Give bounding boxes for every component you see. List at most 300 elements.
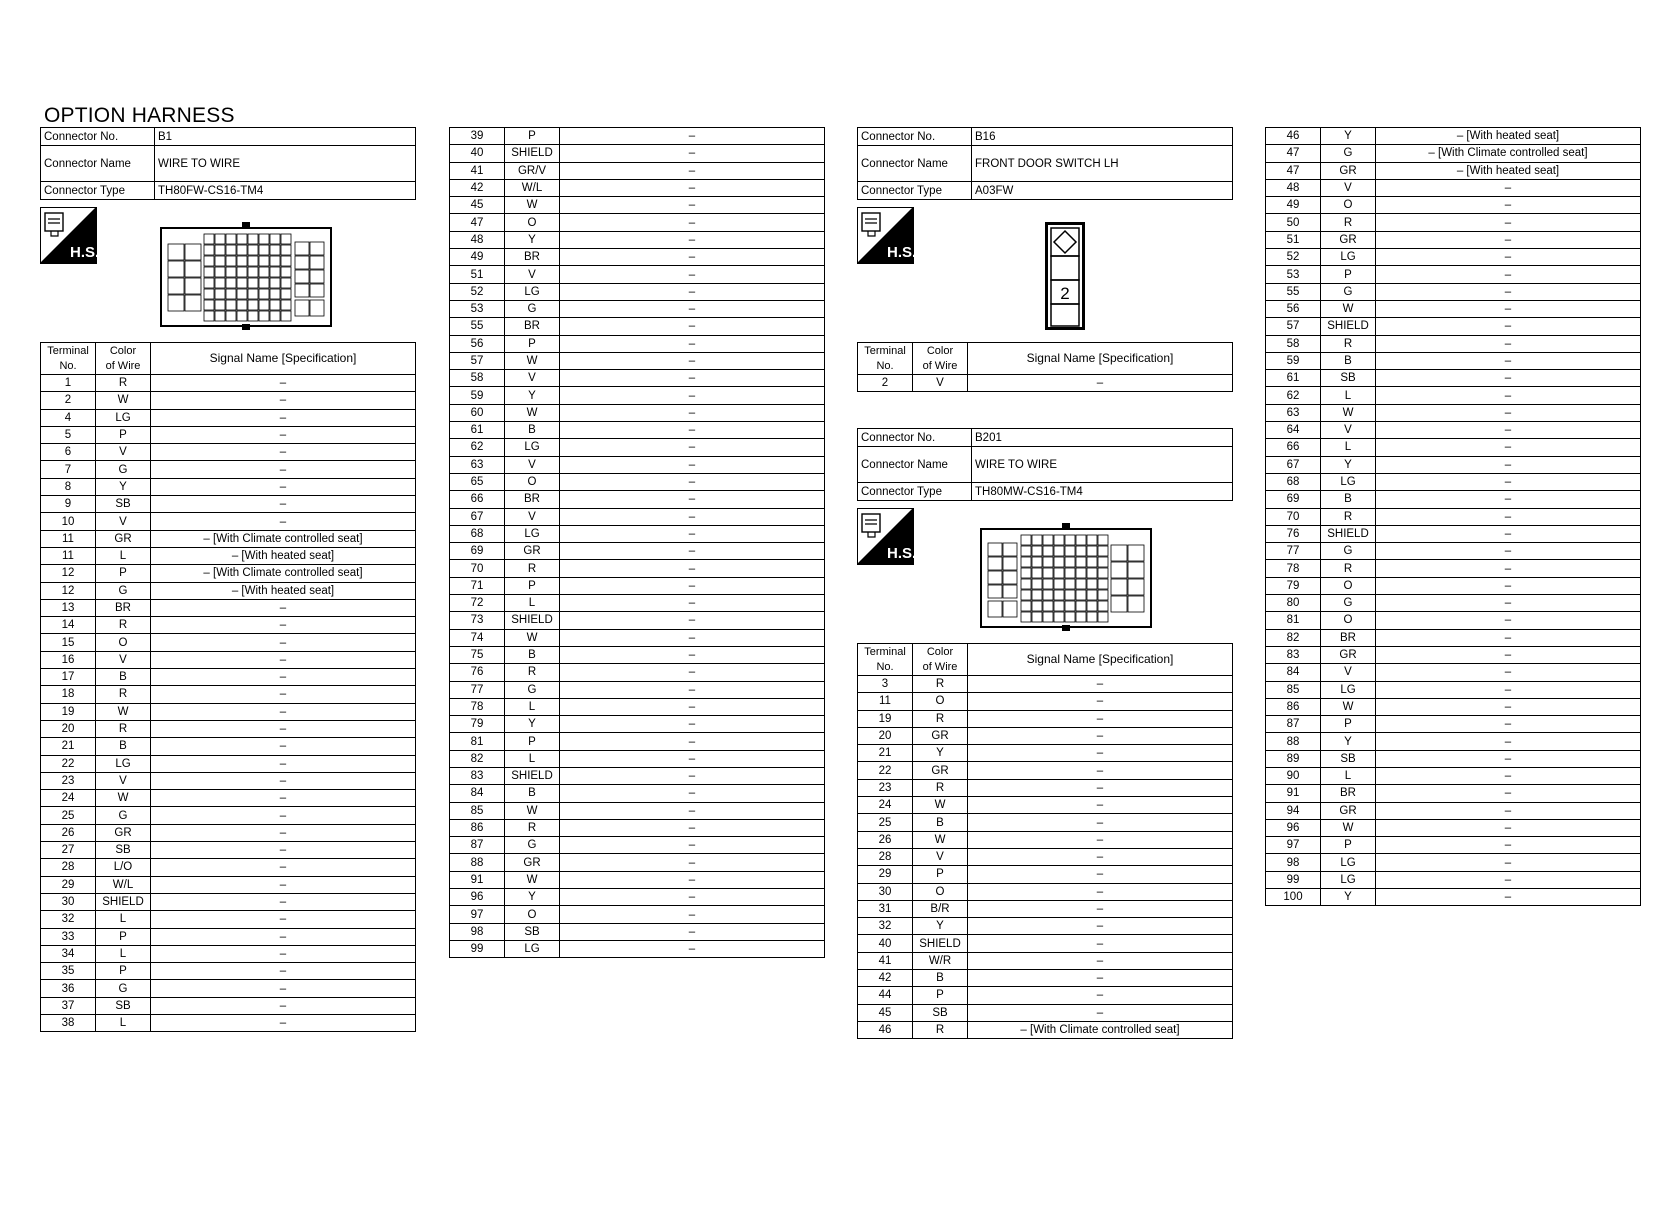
wire-color-cell: R	[96, 375, 151, 392]
wire-color-cell: W	[1321, 698, 1376, 715]
signal-name-cell: –	[151, 911, 416, 928]
wire-color-cell: V	[1321, 179, 1376, 196]
signal-name-cell: –	[151, 842, 416, 859]
wire-color-cell: P	[505, 577, 560, 594]
wire-color-cell: P	[1321, 837, 1376, 854]
table-row	[41, 963, 416, 980]
terminal-no-cell: 62	[1266, 387, 1321, 404]
signal-name-cell: –	[1376, 370, 1641, 387]
signal-name-cell: –	[968, 693, 1233, 710]
signal-name-cell: –	[968, 375, 1233, 392]
signal-name-cell: –	[560, 404, 825, 421]
connector-b201-info	[857, 428, 1233, 501]
wire-color-cell: BR	[1321, 629, 1376, 646]
wire-color-cell: O	[913, 693, 968, 710]
connector-b1-face-diagram	[160, 222, 332, 335]
table-row	[450, 456, 825, 473]
wire-color-cell: P	[505, 733, 560, 750]
terminal-no-cell: 79	[450, 716, 505, 733]
wire-color-cell: O	[96, 634, 151, 651]
terminal-no-cell: 12	[41, 582, 96, 599]
table-row	[858, 970, 1233, 987]
connector-b16-terminal-table	[857, 342, 1233, 392]
terminal-no-cell: 36	[41, 980, 96, 997]
connector-b1-panel	[40, 127, 416, 200]
table-row	[41, 513, 416, 530]
wire-color-cell: GR	[1321, 231, 1376, 248]
table-row	[1266, 283, 1641, 300]
signal-name-cell: –	[968, 814, 1233, 831]
signal-name-cell: – [With Climate controlled seat]	[151, 565, 416, 582]
table-row	[1266, 439, 1641, 456]
svg-text:H.S.: H.S.	[887, 244, 914, 261]
terminal-no-cell: 96	[1266, 819, 1321, 836]
terminal-no-cell: 11	[41, 547, 96, 564]
svg-text:H.S.: H.S.	[70, 244, 97, 261]
terminal-no-cell: 62	[450, 439, 505, 456]
terminal-no-cell: 27	[41, 842, 96, 859]
wire-color-cell: W	[913, 797, 968, 814]
table-row	[41, 582, 416, 599]
table-row	[41, 876, 416, 893]
terminal-no-cell: 23	[858, 779, 913, 796]
connector-name-value: WIRE TO WIRE	[972, 447, 1233, 483]
table-row	[1266, 854, 1641, 871]
table-row	[450, 785, 825, 802]
terminal-no-cell: 25	[858, 814, 913, 831]
connector-b16-terminal-table-wrap	[857, 342, 1233, 392]
wire-color-cell: W	[1321, 404, 1376, 421]
table-row	[1266, 612, 1641, 629]
table-row	[858, 676, 1233, 693]
table-row	[41, 547, 416, 564]
signal-name-cell: –	[1376, 335, 1641, 352]
table-row	[858, 900, 1233, 917]
terminal-no-cell: 91	[450, 871, 505, 888]
wire-color-cell: W	[96, 703, 151, 720]
signal-name-cell: –	[968, 1004, 1233, 1021]
table-row	[1266, 422, 1641, 439]
table-row	[450, 145, 825, 162]
signal-name-cell: –	[1376, 404, 1641, 421]
terminal-no-cell: 18	[41, 686, 96, 703]
connector-type-value: TH80MW-CS16-TM4	[972, 483, 1233, 501]
signal-name-cell: –	[560, 906, 825, 923]
wire-color-cell: P	[913, 866, 968, 883]
terminal-no-cell: 98	[450, 923, 505, 940]
signal-name-header: Signal Name [Specification]	[151, 343, 416, 375]
table-row	[41, 945, 416, 962]
signal-name-cell: –	[1376, 698, 1641, 715]
terminal-no-cell: 26	[41, 824, 96, 841]
connector-b201-terminal-table-a-wrap	[857, 643, 1233, 1039]
signal-name-cell: –	[1376, 750, 1641, 767]
wire-color-cell: B	[1321, 352, 1376, 369]
table-row	[1266, 802, 1641, 819]
signal-name-cell: –	[560, 785, 825, 802]
terminal-no-cell: 59	[450, 387, 505, 404]
table-row	[450, 231, 825, 248]
table-row	[450, 283, 825, 300]
wire-color-cell: R	[1321, 335, 1376, 352]
terminal-no-cell: 77	[450, 681, 505, 698]
terminal-no-cell: 24	[41, 790, 96, 807]
wire-color-cell: LG	[1321, 871, 1376, 888]
terminal-no-cell: 86	[1266, 698, 1321, 715]
signal-name-cell: –	[151, 686, 416, 703]
connector-b1-info	[40, 127, 416, 200]
wire-color-cell: W	[913, 831, 968, 848]
terminal-no-cell: 61	[1266, 370, 1321, 387]
wire-color-cell: V	[96, 444, 151, 461]
signal-name-cell: –	[1376, 854, 1641, 871]
wire-color-cell: G	[505, 300, 560, 317]
table-row	[1266, 698, 1641, 715]
signal-name-cell: –	[560, 300, 825, 317]
connector-b201-panel	[857, 428, 1233, 501]
terminal-no-cell: 52	[450, 283, 505, 300]
signal-name-cell: –	[1376, 197, 1641, 214]
signal-name-cell: –	[968, 900, 1233, 917]
table-row	[450, 906, 825, 923]
table-row	[1266, 508, 1641, 525]
table-row	[41, 1014, 416, 1031]
wire-color-cell: B	[1321, 491, 1376, 508]
terminal-no-cell: 1	[41, 375, 96, 392]
signal-name-cell: –	[1376, 716, 1641, 733]
signal-name-cell: – [With heated seat]	[1376, 128, 1641, 145]
terminal-no-cell: 34	[41, 945, 96, 962]
table-row	[1266, 249, 1641, 266]
connector-b1-terminal-table-a-wrap	[40, 342, 416, 1032]
connector-b16-panel	[857, 127, 1233, 200]
connector-no-value: B16	[972, 128, 1233, 146]
terminal-no-cell: 9	[41, 496, 96, 513]
terminal-no-cell: 66	[1266, 439, 1321, 456]
table-row	[858, 710, 1233, 727]
table-row	[450, 543, 825, 560]
wire-color-cell: L	[505, 750, 560, 767]
table-row	[1266, 352, 1641, 369]
terminal-no-cell: 68	[1266, 473, 1321, 490]
wire-color-cell: SB	[96, 496, 151, 513]
table-row	[450, 681, 825, 698]
signal-name-cell: –	[1376, 819, 1641, 836]
signal-name-cell: –	[151, 599, 416, 616]
wire-color-cell: SHIELD	[913, 935, 968, 952]
terminal-no-cell: 17	[41, 669, 96, 686]
wire-color-cell: P	[96, 928, 151, 945]
terminal-no-cell: 26	[858, 831, 913, 848]
connector-b16-info	[857, 127, 1233, 200]
table-row	[450, 560, 825, 577]
signal-name-cell: –	[560, 439, 825, 456]
table-row	[450, 335, 825, 352]
table-row	[450, 854, 825, 871]
signal-name-cell: –	[1376, 889, 1641, 906]
terminal-no-cell: 60	[450, 404, 505, 421]
signal-name-cell: –	[1376, 733, 1641, 750]
signal-name-cell: –	[1376, 491, 1641, 508]
table-row	[1266, 629, 1641, 646]
page-title: OPTION HARNESS	[44, 104, 235, 127]
signal-name-cell: –	[1376, 802, 1641, 819]
terminal-no-cell: 100	[1266, 889, 1321, 906]
signal-name-cell: –	[151, 876, 416, 893]
table-row	[450, 387, 825, 404]
table-row	[1266, 560, 1641, 577]
wire-color-cell: R	[913, 710, 968, 727]
wire-color-cell: W/R	[913, 952, 968, 969]
wire-color-cell: R	[1321, 214, 1376, 231]
table-row	[41, 807, 416, 824]
connector-no-value: B1	[155, 128, 416, 146]
table-row	[450, 871, 825, 888]
signal-name-cell: – [With heated seat]	[1376, 162, 1641, 179]
terminal-no-cell: 69	[450, 543, 505, 560]
signal-name-cell: –	[560, 352, 825, 369]
wire-color-cell: R	[913, 779, 968, 796]
terminal-no-cell: 81	[1266, 612, 1321, 629]
signal-name-cell: –	[968, 866, 1233, 883]
wire-color-cell: LG	[505, 940, 560, 957]
table-row	[1266, 664, 1641, 681]
wire-color-cell: W	[505, 871, 560, 888]
signal-name-cell: –	[560, 681, 825, 698]
terminal-no-cell: 37	[41, 997, 96, 1014]
table-row	[1266, 179, 1641, 196]
terminal-no-cell: 39	[450, 128, 505, 145]
wire-color-cell: V	[505, 508, 560, 525]
terminal-no-cell: 79	[1266, 577, 1321, 594]
signal-name-cell: –	[560, 456, 825, 473]
signal-name-cell: –	[151, 824, 416, 841]
signal-name-cell: –	[151, 392, 416, 409]
table-row	[1266, 646, 1641, 663]
signal-name-cell: –	[560, 595, 825, 612]
signal-name-cell: –	[968, 831, 1233, 848]
table-row	[1266, 387, 1641, 404]
terminal-no-cell: 45	[858, 1004, 913, 1021]
wire-color-cell: Y	[505, 716, 560, 733]
table-row	[450, 422, 825, 439]
terminal-no-cell: 56	[450, 335, 505, 352]
wire-color-cell: GR	[1321, 646, 1376, 663]
connector-type-value: TH80FW-CS16-TM4	[155, 182, 416, 200]
signal-name-cell: –	[560, 197, 825, 214]
wire-color-cell: LG	[1321, 473, 1376, 490]
terminal-no-cell: 21	[858, 745, 913, 762]
terminal-no-cell: 75	[450, 646, 505, 663]
terminal-no-cell: 47	[450, 214, 505, 231]
terminal-no-cell: 32	[858, 918, 913, 935]
signal-name-cell: –	[968, 745, 1233, 762]
table-row	[450, 128, 825, 145]
wire-color-cell: SHIELD	[96, 893, 151, 910]
table-row	[450, 439, 825, 456]
terminal-no-cell: 85	[1266, 681, 1321, 698]
wire-color-cell: SB	[96, 997, 151, 1014]
signal-name-cell: –	[1376, 456, 1641, 473]
terminal-no-cell: 41	[858, 952, 913, 969]
signal-name-cell: –	[560, 750, 825, 767]
table-row	[450, 249, 825, 266]
terminal-no-cell: 46	[1266, 128, 1321, 145]
terminal-no-cell: 24	[858, 797, 913, 814]
terminal-no-cell: 53	[450, 300, 505, 317]
terminal-no-cell: 29	[858, 866, 913, 883]
terminal-no-cell: 84	[1266, 664, 1321, 681]
connector-type-label: Connector Type	[858, 483, 972, 501]
terminal-no-cell: 47	[1266, 145, 1321, 162]
terminal-no-cell: 49	[450, 249, 505, 266]
terminal-no-cell: 25	[41, 807, 96, 824]
terminal-no-cell: 12	[41, 565, 96, 582]
wire-color-cell: G	[505, 681, 560, 698]
signal-name-cell: –	[968, 762, 1233, 779]
signal-name-cell: –	[560, 249, 825, 266]
signal-name-cell: –	[151, 496, 416, 513]
wire-color-cell: W/L	[505, 179, 560, 196]
wire-color-cell: W	[505, 802, 560, 819]
signal-name-cell: –	[560, 179, 825, 196]
terminal-no-cell: 15	[41, 634, 96, 651]
terminal-no-cell: 48	[450, 231, 505, 248]
table-row	[450, 197, 825, 214]
signal-name-cell: –	[560, 335, 825, 352]
terminal-no-cell: 58	[450, 370, 505, 387]
connector-no-label: Connector No.	[858, 128, 972, 146]
wire-color-cell: W	[1321, 300, 1376, 317]
signal-name-cell: –	[151, 513, 416, 530]
terminal-no-cell: 14	[41, 617, 96, 634]
table-row	[41, 911, 416, 928]
signal-name-cell: –	[1376, 785, 1641, 802]
signal-name-cell: –	[1376, 767, 1641, 784]
wire-color-cell: SB	[1321, 750, 1376, 767]
signal-name-cell: –	[560, 491, 825, 508]
table-row	[858, 987, 1233, 1004]
wire-color-cell: L	[1321, 767, 1376, 784]
table-row	[858, 866, 1233, 883]
wire-color-cell: O	[505, 214, 560, 231]
wire-color-cell: V	[96, 772, 151, 789]
table-row	[450, 525, 825, 542]
terminal-no-cell: 64	[1266, 422, 1321, 439]
terminal-no-cell: 38	[41, 1014, 96, 1031]
signal-name-cell: –	[560, 387, 825, 404]
connector-b1-terminal-table-continued	[449, 127, 825, 958]
signal-name-cell: –	[560, 802, 825, 819]
terminal-no-cell: 70	[450, 560, 505, 577]
wire-color-cell: V	[505, 266, 560, 283]
table-row	[858, 727, 1233, 744]
wire-color-cell: SB	[96, 842, 151, 859]
signal-name-cell: –	[1376, 283, 1641, 300]
wire-color-cell: V	[96, 513, 151, 530]
signal-name-cell: –	[968, 848, 1233, 865]
signal-name-cell: –	[151, 426, 416, 443]
signal-name-cell: –	[968, 676, 1233, 693]
signal-name-cell: –	[151, 444, 416, 461]
terminal-no-cell: 72	[450, 595, 505, 612]
table-row	[1266, 370, 1641, 387]
table-row	[41, 461, 416, 478]
wire-color-cell: P	[505, 128, 560, 145]
signal-name-cell: –	[151, 669, 416, 686]
table-row	[41, 859, 416, 876]
wire-color-cell: LG	[1321, 854, 1376, 871]
signal-name-cell: –	[151, 772, 416, 789]
signal-name-cell: –	[1376, 543, 1641, 560]
terminal-no-cell: 28	[41, 859, 96, 876]
wire-color-cell: R	[913, 676, 968, 693]
terminal-no-cell: 10	[41, 513, 96, 530]
wire-color-cell: L	[96, 911, 151, 928]
wire-color-cell: G	[96, 461, 151, 478]
signal-name-cell: –	[151, 375, 416, 392]
wire-color-cell: BR	[1321, 785, 1376, 802]
wire-color-cell: BR	[505, 491, 560, 508]
wire-color-cell: G	[1321, 543, 1376, 560]
terminal-no-cell: 58	[1266, 335, 1321, 352]
terminal-no-cell: 30	[41, 893, 96, 910]
wire-color-cell: SHIELD	[505, 612, 560, 629]
signal-name-cell: –	[560, 629, 825, 646]
wire-color-cell: P	[505, 335, 560, 352]
terminal-no-cell: 57	[450, 352, 505, 369]
wire-color-cell: SHIELD	[1321, 525, 1376, 542]
connector-b1-terminal-table	[40, 342, 416, 1032]
table-row	[858, 745, 1233, 762]
wire-color-cell: B	[913, 970, 968, 987]
wire-color-cell: BR	[505, 318, 560, 335]
signal-name-cell: –	[968, 727, 1233, 744]
table-row	[41, 426, 416, 443]
wire-color-cell: V	[1321, 664, 1376, 681]
signal-name-cell: –	[1376, 387, 1641, 404]
signal-name-cell: –	[968, 935, 1233, 952]
table-row	[450, 266, 825, 283]
signal-name-cell: –	[968, 987, 1233, 1004]
table-row	[450, 473, 825, 490]
table-row	[450, 612, 825, 629]
terminal-no-cell: 40	[450, 145, 505, 162]
signal-name-cell: – [With Climate controlled seat]	[1376, 145, 1641, 162]
signal-name-cell: –	[151, 617, 416, 634]
table-row	[1266, 733, 1641, 750]
table-row	[450, 491, 825, 508]
table-row	[858, 918, 1233, 935]
terminal-no-cell: 11	[41, 530, 96, 547]
table-row	[858, 814, 1233, 831]
table-row	[41, 686, 416, 703]
table-row	[41, 824, 416, 841]
table-row	[1266, 750, 1641, 767]
signal-name-cell: –	[560, 422, 825, 439]
wire-color-cell: Y	[505, 889, 560, 906]
wire-color-cell: LG	[505, 439, 560, 456]
terminal-no-cell: 71	[450, 577, 505, 594]
signal-name-cell: –	[968, 883, 1233, 900]
table-row	[1266, 456, 1641, 473]
signal-name-cell: –	[1376, 629, 1641, 646]
wire-color-cell: Y	[1321, 733, 1376, 750]
table-row	[1266, 404, 1641, 421]
table-row	[450, 716, 825, 733]
table-row	[41, 980, 416, 997]
table-row	[41, 392, 416, 409]
